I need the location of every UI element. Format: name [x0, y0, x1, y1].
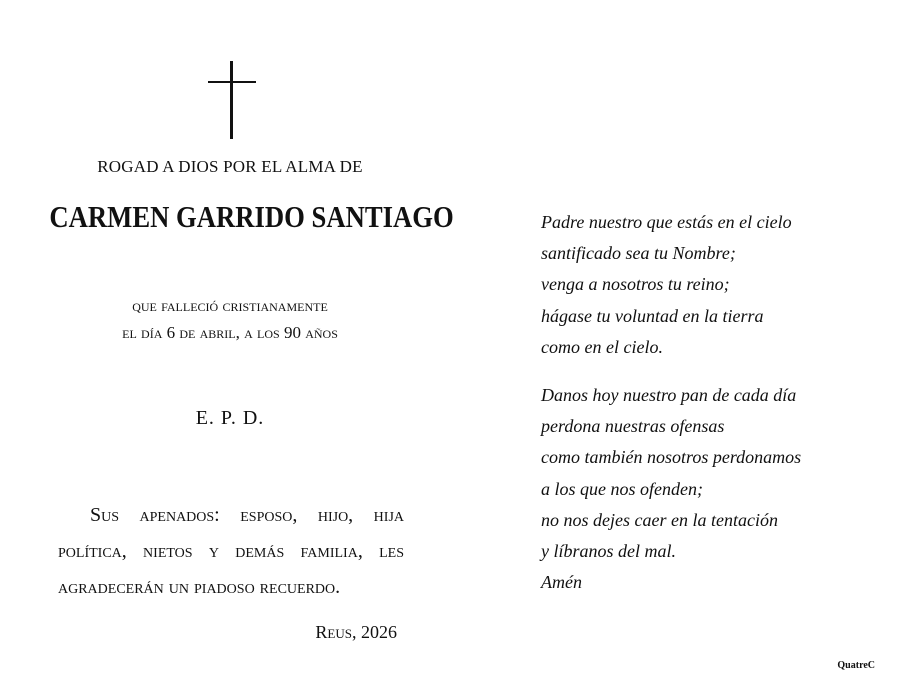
epd-text: E. P. D. [195, 407, 265, 429]
prayer-stanza-1 [541, 207, 861, 363]
prayer-line: santificado sea tu Nombre; [541, 243, 736, 264]
prayer-line: y líbranos del mal. [541, 540, 676, 561]
prayer-line: perdona nuestras ofensas [541, 416, 725, 437]
cross-horizontal-bar [208, 81, 256, 83]
prayer-line: a los que nos ofenden; [541, 478, 703, 499]
prayer-line: como en el cielo. [541, 336, 663, 357]
stanza-gap [541, 363, 861, 380]
cross-vertical-bar [230, 61, 233, 139]
prayer-line: como también nosotros perdonamos [541, 447, 802, 468]
place-date: Reus, 2026 [315, 622, 397, 642]
prayer-line: no nos dejes caer en la tentación [541, 509, 778, 530]
mourners-paragraph [58, 497, 404, 605]
deceased-name: CARMEN GARRIDO SANTIAGO [49, 199, 454, 234]
prayer-line: Amén [541, 572, 582, 593]
prayer-line: hágase tu voluntad en la tierra [541, 305, 764, 326]
prayer-line: Danos hoy nuestro pan de cada día [541, 384, 797, 405]
mourners-text: Sus apenados: esposo, hijo, hija política, nietos y demás familia, les agradecerán un piadoso recuerdo. [58, 504, 404, 598]
prayer-stanza-2 [541, 380, 861, 598]
death-notice-line-1: que falleció cristianamente [132, 296, 328, 315]
death-notice-line-2: el día 6 de abril, a los 90 años [122, 323, 338, 342]
prayer-line: Padre nuestro que estás en el cielo [541, 212, 792, 232]
printer-brand: QuatreC [837, 660, 875, 671]
our-father-prayer [541, 207, 861, 598]
death-notice [30, 292, 430, 346]
header-text: ROGAD A DIOS POR EL ALMA DE [97, 157, 363, 176]
cross-icon [208, 61, 256, 139]
prayer-line: venga a nosotros tu reino; [541, 274, 730, 295]
